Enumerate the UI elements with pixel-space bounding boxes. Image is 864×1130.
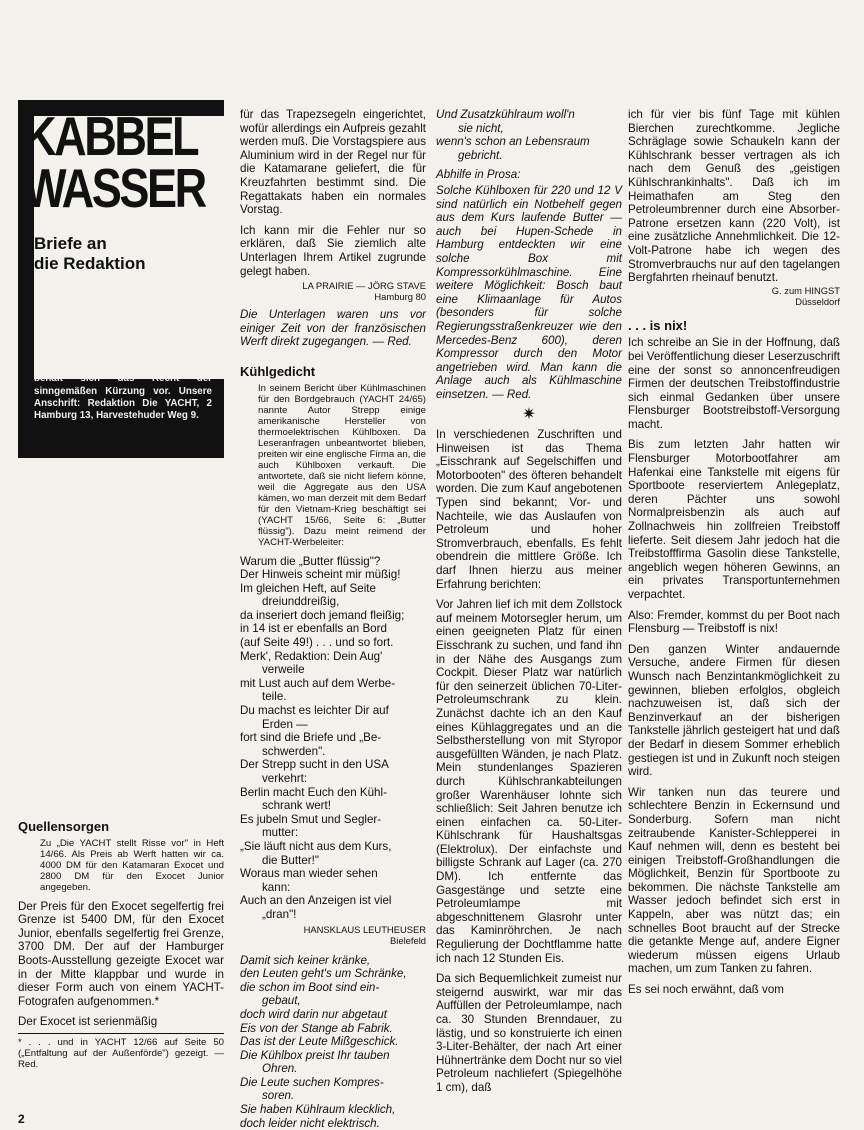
signature xyxy=(628,285,840,307)
paragraph: Vor Jahren lief ich mit dem Zollstock auf meinem Motorsegler herum, um einen geeigneten Platz für einen Eisschrank zu suchen, und fand ihn in der Nähe des Ausgangs zum Cockpit. Dieser Platz war natürlich für den seinerzeit üblichen 70-Liter-Petroleumschrank zu klein. Zunächst dachte ich an den Kauf eines Kühlaggregates und an die Selbstherstellung von mit Styropor ausgefüllten Wänden, je nach Platz. Mein stundenlanges Spazieren durch Kühlschrankabteilungen großer Warenhäuser lohnte sich schließlich: Seit Jahren benutze ich einen einfachen ca. 50-Liter-Kühlschrank für Haushaltsgas (Elektrolux). Der einfachste und billigste Schrank auf Lager (ca. 270 DM). Ich entfernte das Gasgestänge und setzte eine Petroleumlampe mit abgeschnittenem Glasrohr unter das Kaminröhrchen. Je nach Regulierung der Dochtflamme hatte ich nach 12 Stunden Eis. xyxy=(436,598,622,965)
poem-line: (auf Seite 49!) . . . und so fort. xyxy=(240,636,394,650)
letter-heading-is-nix: . . . is nix! xyxy=(628,317,688,333)
poem-line: Eis von der Stange ab Fabrik. xyxy=(240,1021,393,1035)
paragraph: Der Exocet ist serienmäßig xyxy=(18,1015,224,1034)
paragraph: für das Trapezsegeln eingerichtet, wofür allerdings ein Aufpreis gezahlt werden muß. Die Vorstagspiere aus Aluminium wird in der Regel nur für die Katamarane geliefert, die für Kreuzfahrten bestimmt sind. Die Regattakats haben ein normales Vorstag. xyxy=(240,108,426,217)
page-number: 2 xyxy=(18,1112,25,1126)
letter-intro: Zu „Die YACHT stellt Risse vor" in Heft 14/66. Als Preis ab Werft hatten wir ca. 4000 DM für den Katamaran Exocet und 2800 DM für den Exocet Junior angegeben. xyxy=(40,837,224,893)
poem-line: Das ist der Leute Mißgeschick. xyxy=(240,1035,399,1049)
title-line-1: KABBEL xyxy=(24,105,198,167)
poem-line: verkehrt: xyxy=(262,772,308,785)
column-1 xyxy=(18,812,224,1077)
poem-line: wenn's schon an Lebensraum xyxy=(436,135,590,149)
poem-line: schrank wert! xyxy=(262,799,331,813)
poem-line: doch wird darin nur abgetaut xyxy=(240,1007,387,1021)
poem-line: Ohren. xyxy=(262,1062,298,1076)
signature-name: LA PRAIRIE — JÖRG STAVE xyxy=(302,280,426,292)
subtitle-line-2: die Redaktion xyxy=(34,254,146,273)
poem-line: Warum die „Butter flüssig"? xyxy=(240,554,381,568)
editor-reply: Solche Kühlboxen für 220 und 12 V sind natürlich ein Notbehelf gegen aus dem Kurs laufende Butter — auch bei Hupen-Schede in Hamburg entdeckten wir eine solche Box mit Kompressorkühlmaschine. Eine weitere Möglichkeit: Bosch baut eine Klimaanlage für Autos (besonders für solche Regierungsstraßenkreuzer wie den Mercedes-Benz 600), deren Kompressor durch den Motor angetrieben wird. Man kann die Anlage auch als Kühlmaschine einsetzen. — Red. xyxy=(436,183,622,401)
poem-line: kann: xyxy=(262,880,291,894)
signature xyxy=(240,924,426,946)
paragraph: Da sich Bequemlichkeit zumeist nur steigernd auswirkt, war mir das Auffüllen der Petroleumlampe, nach ca. 30 Stunden Brenndauer, zu lästig, und so konstruierte ich einen 3-Liter-Behälter, der nach Art einer Hühnertränke dem Docht nur so viel Petroleum nachliefert (Spiegelhöhe 1 cm), daß xyxy=(436,972,622,1094)
reply-poem-end xyxy=(436,108,622,162)
signature-place: Bielefeld xyxy=(390,934,426,946)
poem-line: Sie haben Kühlraum klecklich, xyxy=(240,1103,396,1117)
poem-line: doch leider nicht elektrisch. xyxy=(240,1116,380,1130)
signature-place: Hamburg 80 xyxy=(374,291,426,303)
poem-line: mit Lust auch auf dem Werbe- xyxy=(240,676,396,690)
poem-line: Der Hinweis scheint mir müßig! xyxy=(240,568,401,582)
editorial-note: Die YACHT lädt alle Leser ein, an dieser Stelle ihre Meinung zu sagen. Der Ordnung halber sei gesagt, daß eine Lesermeinung nicht unbedingt auch die der Redaktion darstellt. Zuschriften müssen den Namen des Verfassers tragen. Die Redaktion behält sich das Recht der sinngemäßen Kürzung vor. Unsere Anschrift: Redaktion Die YACHT, 2 Hamburg 13, Harvestehuder Weg 9. xyxy=(34,288,212,422)
poem-line: Die Kühlbox preist Ihr tauben xyxy=(240,1048,390,1062)
paragraph: Der Preis für den Exocet segelfertig frei Grenze ist 5400 DM, für den Exocet Junior, ebenfalls segelfertig frei Grenze, 3700 DM. Der auf der Hamburger Boots-Ausstellung gezeigte Exocet war in der Mitte klappbar und wurde in dieser Form auch von einem YACHT-Fotografen aufgenommen.* xyxy=(18,899,224,1008)
column-4 xyxy=(628,108,840,1004)
letter-intro: In seinem Bericht über Kühlmaschinen für den Bordgebrauch (YACHT 24/65) nannte Autor Strepp einige amerikanische Hersteller von thermoelektrischen Kühlboxen. Da Leseranfragen unbeantwortet blieben, preiten wir eine englische Firma an, die auch Kühlboxen verkauft. Die antwortete, daß sie nicht liefern könne, weil die Aggregate aus den USA kämen, wo man derzeit mit dem Bedarf für den Vietnam-Krieg beschäftigt sei (YACHT 15/66, Seite 6: „Butter flüssig"). Dazu meint reimend der YACHT-Werbeleiter: xyxy=(258,382,426,548)
poem-line: schwerden". xyxy=(262,744,326,758)
column-3 xyxy=(436,108,622,1102)
poem-line: die Butter!" xyxy=(262,853,319,867)
poem-line: soren. xyxy=(262,1089,295,1103)
poem-line: Du machst es leichter Dir auf xyxy=(240,704,389,718)
title-line-2: WASSER xyxy=(24,157,205,219)
letter-heading-quellensorgen: Quellensorgen xyxy=(18,819,110,834)
poem-line: dreiunddreißig, xyxy=(262,595,340,609)
poem-line: „Sie läuft nicht aus dem Kurs, xyxy=(240,839,392,853)
paragraph: Ich kann mir die Fehler nur so erklären, daß Sie ziemlich alte Unterlagen Ihrem Artikel zugrunde gelegt haben. xyxy=(240,223,426,278)
poem-line: Es jubeln Smut und Segler- xyxy=(240,812,382,826)
subtitle-line-1: Briefe an xyxy=(34,234,107,253)
poem-line: Der Strepp sucht in den USA xyxy=(240,758,389,772)
section-divider-star: ✷ xyxy=(522,406,536,424)
poem xyxy=(240,555,426,922)
poem-line: fort sind die Briefe und „Be- xyxy=(240,731,382,745)
paragraph: Den ganzen Winter andauernde Versuche, andere Firmen für diesen Wunsch nach Benzintankmöglichkeit zu gewinnen, blieben erfolglos, obgleich nachzuweisen ist, daß sich der Benzinverkauf an der bisherigen Tankstelle jährlich gesteigert hat und daß der Bedarf in diesem Sommer erheblich gestiegen ist und in Zukunft noch steigen wird. xyxy=(628,642,840,779)
poem-line: gebricht. xyxy=(458,148,503,162)
paragraph: In verschiedenen Zuschriften und Hinweisen ist das Thema „Eisschrank auf Segelschiffen und Motorbooten" des öfteren behandelt worden. Die zum Kauf angebotenen Typen sind bekannt; Vor- und Nachteile, wie das Auslaufen von Petroleum und hoher Stromverbrauch, ebenfalls. Es fehlt obendrein die mittlere Größe. Ich darf Ihnen hierzu aus meiner Erfahrung berichten: xyxy=(436,428,622,591)
letter-heading-kuehlgedicht: Kühlgedicht xyxy=(240,363,316,379)
poem-line: sie nicht, xyxy=(458,121,504,135)
poem-line: „dran"! xyxy=(262,907,297,921)
prose-label: Abhilfe in Prosa: xyxy=(436,168,521,182)
signature-name: G. zum HINGST xyxy=(771,284,840,296)
poem-line: da inseriert doch jemand fleißig; xyxy=(240,608,405,622)
signature-name: HANSKLAUS LEUTHEUSER xyxy=(303,923,426,935)
column-2 xyxy=(240,108,426,1130)
paragraph: Ich schreibe an Sie in der Hoffnung, daß bei Veröffentlichung dieser Leserzuschrift eine der sonst so annoncenfreudigen Firmen der deutschen Treibstoffindustrie sich einmal Gedanken über unsere Flensburger Bootstreibstoff-Versorgung macht. xyxy=(628,336,840,431)
column-subtitle xyxy=(34,234,145,274)
paragraph: Wir tanken nun das teurere und schlechtere Benzin in Eckernsund und Sonderburg. Sofern man nicht zeitraubende Kanister-Schlepperei in Kauf nehmen will, denn es besteht bei einigen Treibstoff-Großhandlungen die Möglichkeit, Benzin für Sportboote zu bekommen. Die nächste Tankstelle am Wasser jedoch befindet sich erst in Kappeln, aber was nützt das; ein schnelles Boot braucht auf der Strecke die getankte Menge auf, andere Eigner wiederum müssen eigens Urlaub machen, um zum Tanken zu fahren. xyxy=(628,785,840,976)
poem-line: Berlin macht Euch den Kühl- xyxy=(240,785,387,799)
signature-place: Düsseldorf xyxy=(795,295,840,307)
poem-line: Woraus man wieder sehen xyxy=(240,867,378,881)
poem-line: gebaut, xyxy=(262,994,301,1008)
editor-reply: Die Unterlagen waren uns vor einiger Zeit von der französischen Werft direkt zugegangen. — Red. xyxy=(240,308,426,349)
poem-line: Im gleichen Heft, auf Seite xyxy=(240,581,376,595)
poem-line: in 14 ist er ebenfalls an Bord xyxy=(240,622,387,636)
paragraph: Bis zum letzten Jahr hatten wir Flensburger Motorbootfahrer am Hafenkai eine Tankstelle mit eigens für Sportboote reserviertem Anlegeplatz, deren Pächter uns sowohl Normalpreisbenzin als auch auf Zollnachweis hin zollfreien Treibstoff lieferte. Seit diesem Jahr jedoch hat die Treibstofffirma Gasolin diese Tankstelle, angeblich wegen höheren Gewinns, an ein privates Transportunternehmen verpachtet. xyxy=(628,438,840,601)
paragraph: Es sei noch erwähnt, daß vom xyxy=(628,983,784,997)
poem-line: den Leuten geht's um Schränke, xyxy=(240,967,407,981)
poem-line: mutter: xyxy=(262,826,299,840)
poem-line: Auch an den Anzeigen ist viel xyxy=(240,894,392,908)
poem-line: teile. xyxy=(262,690,287,704)
poem-line: verweile xyxy=(262,663,305,677)
signature xyxy=(240,280,426,302)
poem-line: Merk', Redaktion: Dein Aug' xyxy=(240,649,383,663)
footnote: * . . . und in YACHT 12/66 auf Seite 50 („Entfaltung auf der Außenförde") gezeigt. — Red. xyxy=(18,1036,224,1070)
paragraph: Also: Fremder, kommst du per Boot nach Flensburg — Treibstoff is nix! xyxy=(628,608,840,636)
poem-line: Und Zusatzkühlraum woll'n xyxy=(436,108,575,121)
poem-line: die schon im Boot sind ein- xyxy=(240,980,380,994)
poem-line: Erden — xyxy=(262,717,308,731)
column-title xyxy=(24,105,205,219)
reply-poem xyxy=(240,954,426,1130)
poem-line: Die Leute suchen Kompres- xyxy=(240,1075,384,1089)
poem-line: Damit sich keiner kränke, xyxy=(240,953,371,967)
paragraph: ich für vier bis fünf Tage mit kühlen Bierchen zurechtkomme. Jegliche Schräglage sowie Schaukeln kann der Kühlschrank besser vertragen als ich nach dem Genuß des „geistigen Kühlschrankinhalts". Daß ich im Heimathafen am Steg den Petroleumbrenner durch eine Absorber-Patrone ersetzen kann (220 Volt), ist eine zusätzliche Annehmlichkeit. Die 12-Volt-Patrone habe ich wegen des Stromverbrauchs nur auf den tagelangen Bergfahrten rheinauf benutzt. xyxy=(628,108,840,285)
